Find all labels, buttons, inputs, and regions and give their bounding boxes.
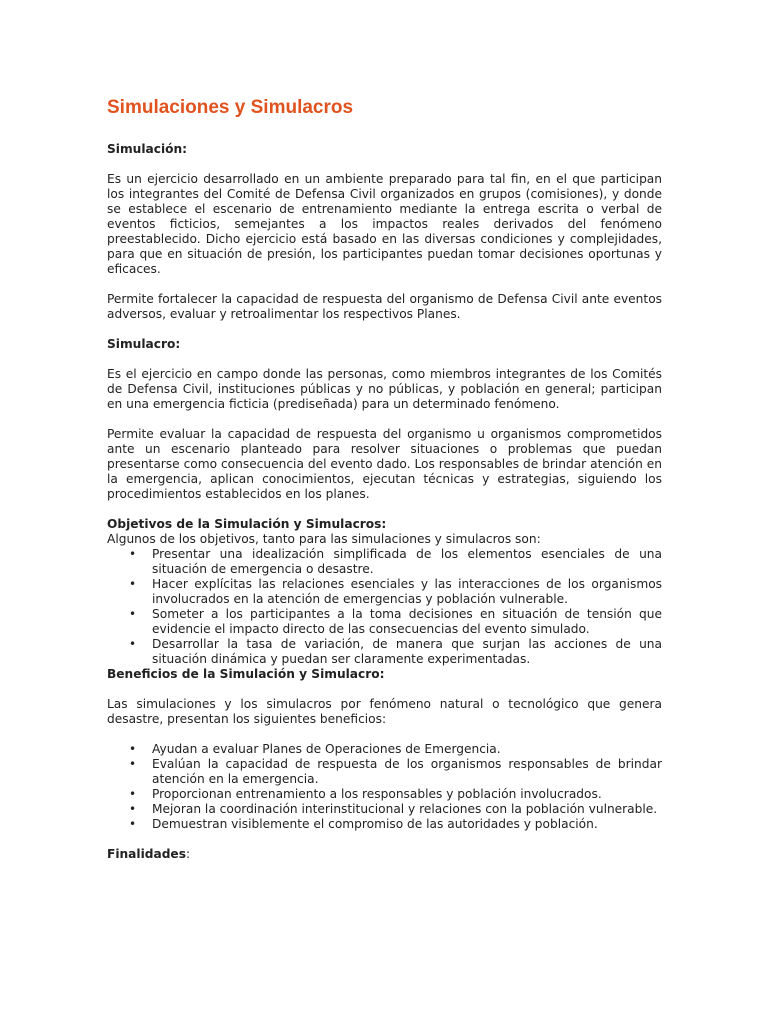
section-objetivos — [107, 517, 662, 667]
beneficios-list — [107, 742, 662, 832]
list-item-text: Hacer explícitas las relaciones esenciales y las interacciones de los organismos involucrados en la atención de emergencias y población vulnerable. — [152, 577, 662, 606]
bullet-icon: • — [129, 577, 137, 591]
bullet-icon: • — [129, 607, 137, 621]
list-item-text: Demuestran visiblemente el compromiso de las autoridades y población. — [152, 817, 598, 831]
paragraph-simulacro-purpose: Permite evaluar la capacidad de respuesta del organismo u organismos comprometidos ante un escenario planteado para resolver situaciones o problemas que puedan presentarse como consecuencia del evento dado. Los responsables de brindar atención en la emergencia, aplican conocimientos, ejecutan técnicas y estrategias, siguiendo los procedimientos establecidos en los planes. — [107, 427, 662, 501]
list-item-text: Desarrollar la tasa de variación, de manera que surjan las acciones de una situación dinámica y puedan ser claramente experimentadas. — [152, 637, 662, 666]
list-item — [129, 817, 662, 832]
bullet-icon: • — [129, 787, 137, 801]
spacer — [107, 352, 662, 367]
list-item-text: Someter a los participantes a la toma decisiones en situación de tensión que evidencie el impacto directo de las consecuencias del evento simulado. — [152, 607, 662, 636]
list-item-text: Ayudan a evaluar Planes de Operaciones de Emergencia. — [152, 742, 501, 756]
paragraph-objetivos-intro: Algunos de los objetivos, tanto para las simulaciones y simulacros son: — [107, 532, 541, 546]
bullet-icon: • — [129, 757, 137, 771]
paragraph-simulacro-definition: Es el ejercicio en campo donde las personas, como miembros integrantes de los Comités de Defensa Civil, instituciones públicas y no públicas, y población en general; participan en una emergencia ficticia (prediseñada) para un determinado fenómeno. — [107, 367, 662, 411]
list-item — [129, 607, 662, 637]
heading-objetivos: Objetivos de la Simulación y Simulacros: — [107, 517, 387, 531]
section-beneficios — [107, 667, 662, 832]
heading-finalidades-colon: : — [185, 847, 191, 861]
bullet-icon: • — [129, 742, 137, 756]
list-item — [129, 547, 662, 577]
list-item-text: Presentar una idealización simplificada de los elementos esenciales de una situación de emergencia o desastre. — [152, 547, 662, 576]
list-item — [129, 577, 662, 607]
list-item-text: Evalúan la capacidad de respuesta de los organismos responsables de brindar atención en la emergencia. — [152, 757, 662, 786]
spacer — [107, 502, 662, 517]
heading-finalidades-text: Finalidades — [107, 847, 186, 861]
list-item — [129, 637, 662, 667]
spacer — [107, 322, 662, 337]
bullet-icon: • — [129, 637, 137, 651]
heading-simulacro: Simulacro: — [107, 337, 181, 351]
bullet-icon: • — [129, 547, 137, 561]
paragraph-beneficios-intro: Las simulaciones y los simulacros por fenómeno natural o tecnológico que genera desastre, presentan los siguientes beneficios: — [107, 697, 662, 726]
spacer — [107, 682, 662, 697]
section-simulacion — [107, 142, 662, 322]
heading-finalidades — [107, 847, 662, 862]
spacer — [107, 832, 662, 847]
list-item — [129, 802, 662, 817]
paragraph-simulacion-definition: Es un ejercicio desarrollado en un ambiente preparado para tal fin, en el que participan los integrantes del Comité de Defensa Civil organizados en grupos (comisiones), y donde se establece el escenario de entrenamiento mediante la entrega escrita o verbal de eventos ficticios, semejantes a los impactos reales derivados del fenómeno preestablecido. Dicho ejercicio está basado en las diversas condiciones y complejidades, para que en situación de presión, los participantes puedan tomar decisiones oportunas y eficaces. — [107, 172, 662, 276]
section-finalidades — [107, 847, 662, 862]
heading-simulacion: Simulación: — [107, 142, 188, 156]
heading-beneficios: Beneficios de la Simulación y Simulacro: — [107, 667, 385, 681]
list-item-text: Mejoran la coordinación interinstitucional y relaciones con la población vulnerable. — [152, 802, 658, 816]
list-item — [129, 757, 662, 787]
document-title: Simulaciones y Simulacros — [107, 97, 354, 118]
bullet-icon: • — [129, 802, 137, 816]
objetivos-list — [107, 547, 662, 667]
section-simulacro — [107, 337, 662, 502]
spacer — [107, 412, 662, 427]
spacer — [107, 157, 662, 172]
paragraph-simulacion-purpose: Permite fortalecer la capacidad de respuesta del organismo de Defensa Civil ante eventos adversos, evaluar y retroalimentar los respectivos Planes. — [107, 292, 662, 321]
list-item — [129, 787, 662, 802]
spacer — [107, 727, 662, 742]
spacer — [107, 277, 662, 292]
list-item-text: Proporcionan entrenamiento a los responsables y población involucrados. — [152, 787, 602, 801]
bullet-icon: • — [129, 817, 137, 831]
list-item — [129, 742, 662, 757]
